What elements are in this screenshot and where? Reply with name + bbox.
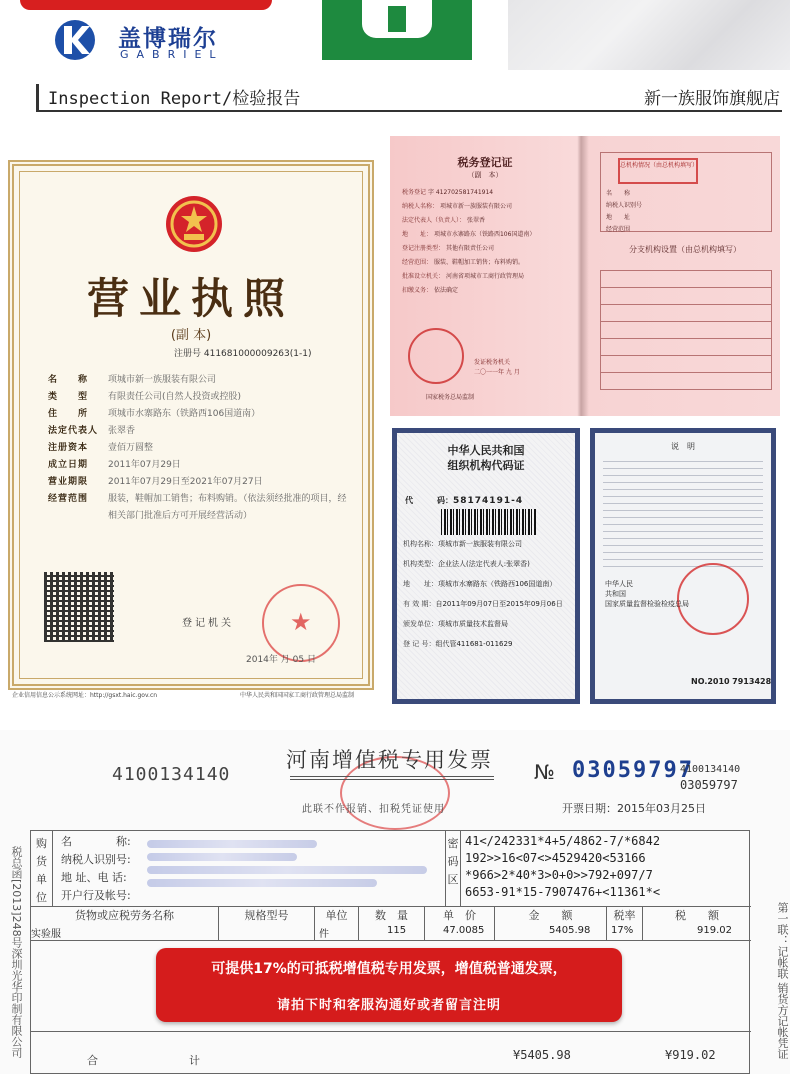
license-reg-number: 注册号 411681000009263(1-1) xyxy=(174,349,312,359)
promo-line-1: 可提供17%的可抵税增值税专用发票，增值税普通发票， xyxy=(211,961,567,977)
tax-seal-icon xyxy=(408,328,464,384)
item-name: 实验服 xyxy=(31,929,61,940)
org-code-certificate xyxy=(392,428,580,704)
first-aid-sign-icon xyxy=(322,0,472,60)
invoice-code-right: 4100134140 xyxy=(680,764,741,775)
national-emblem-icon xyxy=(164,194,224,254)
license-field: 法定代表人 张翠香 xyxy=(48,426,136,436)
note-text-lines xyxy=(603,455,763,573)
tax-field: 经营范围： 服装、鞋帽加工销售；布料购销。 xyxy=(402,259,524,266)
column-header: 税 额 xyxy=(675,909,719,922)
item-unit: 件 xyxy=(319,929,329,940)
invoice-date: 开票日期：2015年03月25日 xyxy=(562,802,706,815)
head-office-row: 名 称 xyxy=(606,190,631,197)
invoice-code-left: 4100134140 xyxy=(112,764,231,785)
inspection-report-title: Inspection Report/检验报告 xyxy=(48,89,301,109)
org-field: 机构类型：企业法人(法定代表人:张翠香) xyxy=(403,560,530,568)
invoice-number: 03059797 xyxy=(572,758,694,783)
org-code-row: 代 码：58174191-4 xyxy=(405,496,524,506)
official-seal-icon: ★ xyxy=(262,584,340,662)
buyer-values-blurred xyxy=(147,835,437,892)
item-qty: 115 xyxy=(387,925,407,936)
license-field: 注册资本 壹佰万圆整 xyxy=(48,443,154,453)
org-code: 58174191-4 xyxy=(453,496,524,506)
brand-name: 盖博瑞尔 xyxy=(118,26,218,52)
note-issuer: 中华人民 共和国 国家质量监督检验检疫总局 xyxy=(605,580,689,608)
org-field: 有 效 期：自2011年09月07日至2015年09月06日 xyxy=(403,600,563,608)
vat-invoice xyxy=(0,730,790,1074)
head-office-stamp: 总机构情况（由总机构填写） xyxy=(618,158,698,184)
tax-field: 登记注册类型： 其他有限责任公司 xyxy=(402,245,494,252)
tax-cert-right-page xyxy=(590,136,780,416)
tax-issue-info: 发证税务机关 二〇一一年 九 月 xyxy=(474,359,520,376)
org-cert-title: 中华人民共和国 组织机构代码证 xyxy=(447,444,525,472)
total-tax: ¥919.02 xyxy=(665,1048,716,1062)
license-subtitle: (副 本) xyxy=(170,328,212,343)
tax-cert-title: 税务登记证 xyxy=(457,156,513,169)
promo-line-2: 请拍下时和客服沟通好或者留言注明 xyxy=(276,998,501,1013)
tax-cert-copy: （副 本） xyxy=(467,171,503,179)
tax-monitor-note: 国家税务总局监制 xyxy=(426,394,475,401)
column-header: 规格型号 xyxy=(219,907,315,941)
store-name: 新一族服饰旗舰店 xyxy=(644,89,780,109)
org-code-explanation xyxy=(590,428,776,704)
license-footer-right: 中华人民共和国国家工商行政管理总局监制 xyxy=(240,692,355,699)
tax-field: 地 址： 项城市水寨路东（铁路西106国道南） xyxy=(402,231,536,238)
invoice-note: 此联不作报销、扣税凭证使用 xyxy=(302,804,445,815)
business-license xyxy=(8,160,374,690)
fabric-photo xyxy=(508,0,790,70)
column-header: 单 价 xyxy=(425,907,495,941)
note-serial-number: NO.2010 7913428 xyxy=(691,677,772,686)
tax-field: 法定代表人（负责人）： 张翠香 xyxy=(402,217,485,224)
top-banner xyxy=(0,0,790,78)
section-title-bar xyxy=(36,82,782,112)
buyer-tag: 购货单位 xyxy=(31,831,53,907)
total-amount: ¥5405.98 xyxy=(513,1048,571,1062)
license-field: 住 所 项城市水寨路东（铁路西106国道南） xyxy=(48,409,261,419)
invoice-total-row xyxy=(31,1031,751,1074)
item-tax: 919.02 xyxy=(697,925,732,936)
license-footer-left: 企业信用信息公示系统网址：http://gsxt.haic.gov.cn xyxy=(12,692,158,699)
item-rate: 17% xyxy=(611,925,634,936)
note-title: 说 明 xyxy=(671,442,695,451)
head-office-row: 经营范围 xyxy=(606,226,631,233)
tax-field: 扣缴义务： 依法确定 xyxy=(402,287,458,294)
org-cert-fields xyxy=(403,539,573,659)
invoice-number-label: № xyxy=(534,760,555,784)
brand-subtitle: GABRIEL xyxy=(120,48,224,61)
column-header: 税率 xyxy=(607,907,643,941)
cipher-text: 41</242331*4+5/4862-7/*6842 192>>16<07<>4529420<53166 *966>2*40*3>0+0>>792+097/7 6653-91*15-7907476+<11361*< xyxy=(465,834,661,899)
license-date: 2014年 月 05 日 xyxy=(246,655,316,665)
branch-title: 分支机构设置（由总机构填写） xyxy=(629,245,741,254)
head-office-row: 纳税人识别号 xyxy=(606,202,643,209)
invoice-title-underline xyxy=(290,776,494,780)
qr-code-icon xyxy=(44,572,114,642)
license-field: 经营范围 服装，鞋帽加工销售；布料购销。（依法须经批准的项目，经相关部门批准后方可开展经营活动） xyxy=(48,494,347,521)
buyer-labels: 名 称: 纳税人识别号: 地 址、电 话: 开户行及帐号: xyxy=(61,835,131,902)
invoice-side-left: 税总函[2013]248号深圳光华印制有限公司 xyxy=(10,846,23,1058)
red-strip xyxy=(20,0,272,10)
column-header: 货物或应税劳务名称 xyxy=(31,907,219,941)
tax-field: 税务登记 字 412702581741914 xyxy=(402,189,494,196)
org-field: 颁发单位：项城市质量技术监督局 xyxy=(403,620,508,628)
column-header: 单位 xyxy=(315,907,359,941)
tax-registration-certificate xyxy=(390,136,780,416)
tax-cert-left-page xyxy=(390,136,580,416)
tax-field: 纳税人名称： 项城市新一族服装有限公司 xyxy=(402,203,512,210)
license-authority: 登记机关 xyxy=(182,618,234,629)
license-field: 类 型 有限责任公司(自然人投资或控股) xyxy=(48,392,242,402)
total-label: 合 计 xyxy=(87,1054,240,1067)
cipher-tag: 密码区 xyxy=(445,831,461,907)
tax-field: 批准设立机关： 河南省项城市工商行政管理局 xyxy=(402,273,524,280)
head-office-row: 地 址 xyxy=(606,214,631,221)
column-header: 数 量 xyxy=(359,907,425,941)
org-field: 登 记 号：组代管411681-011629 xyxy=(403,640,513,648)
tax-cert-fields xyxy=(402,186,578,298)
invoice-promo-banner xyxy=(156,948,622,1022)
invoice-item-row xyxy=(31,925,751,943)
item-amount: 5405.98 xyxy=(549,925,591,936)
branch-table xyxy=(600,270,772,390)
column-header: 金 额 xyxy=(495,907,607,941)
gabriel-logo-icon xyxy=(50,18,100,62)
title-divider xyxy=(36,84,39,110)
invoice-number-right: 03059797 xyxy=(680,778,738,792)
invoice-title: 河南增值税专用发票 xyxy=(286,748,493,772)
invoice-side-right: 第一联：记帐联 销货方记帐凭证 xyxy=(776,902,789,1060)
license-title: 营业执照 xyxy=(86,274,295,323)
barcode-icon xyxy=(441,509,537,535)
license-field: 营业期限 2011年07月29日至2021年07月27日 xyxy=(48,477,263,487)
item-price: 47.0085 xyxy=(443,925,485,936)
org-field: 机构名称：项城市新一族服装有限公司 xyxy=(403,540,522,548)
license-field: 成立日期 2011年07月29日 xyxy=(48,460,181,470)
buyer-section xyxy=(31,831,751,907)
license-fields xyxy=(48,372,348,525)
license-field: 名 称 项城市新一族服装有限公司 xyxy=(48,375,217,385)
org-field: 地 址：项城市水寨路东（铁路西106国道南） xyxy=(403,580,557,588)
